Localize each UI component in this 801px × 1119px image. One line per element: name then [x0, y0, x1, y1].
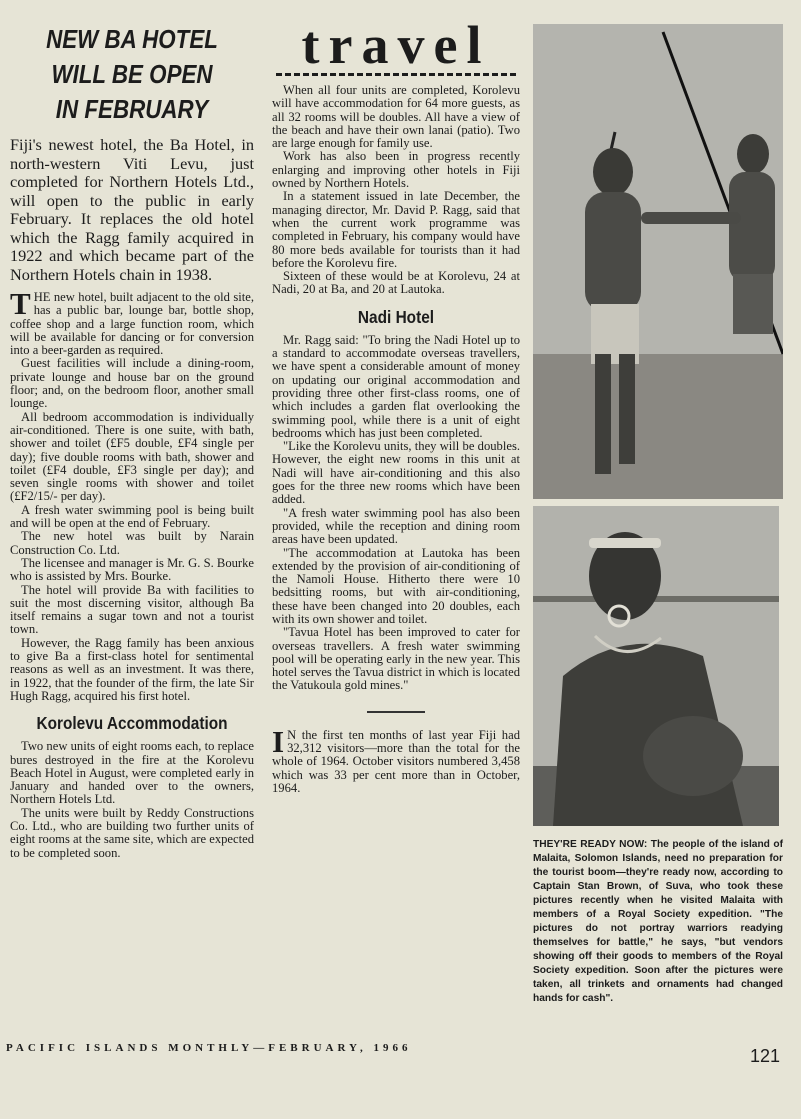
paragraph: The licensee and manager is Mr. G. S. Bourke who is assisted by Mrs. Bourke.: [10, 555, 254, 584]
paragraph: All bedroom accommodation is individually air-conditioned. There is one suite, with bath, shower and toilet (£F5 double, £F4 single per day); five double rooms with bath, shower and toilet (£F4 double, £F3 single per day); and seven single rooms with shower and toilet (£F2/15/- per day).: [10, 409, 254, 504]
headline-line-1: NEW BA HOTEL: [46, 24, 218, 54]
paragraph: Guest facilities will include a dining-room, private lounge and house bar on the ground floor; and, on the bedroom floor, another small lounge.: [10, 356, 254, 411]
headline: [27, 22, 237, 127]
left-column: [10, 22, 254, 860]
page-number: 121: [749, 1046, 780, 1066]
section-title: travel: [301, 15, 491, 75]
paragraph: The hotel will provide Ba with facilities to suit the most discerning visitor, although Ba itself remains a sugar town and not a tourist town.: [10, 582, 254, 637]
headline-line-2: WILL BE OPEN: [51, 59, 213, 89]
page-footer: [6, 1042, 786, 1072]
paragraph: The units were built by Reddy Constructions Co. Ltd., who are building two further units of eight rooms at the same site, which are expected to be completed soon.: [10, 805, 254, 860]
photo-caption: THEY'RE READY NOW: The people of the island of Malaita, Solomon Islands, need no preparation for the tourist boom—they're ready now, according to Captain Stan Brown, of Suva, who took these pictures recently when he visited Malaita with members of a Royal Society expedition. "The pictures do not portray warriors readying themselves for battle," he says, "but vendors showing off their goods to members of the Royal Society expedition. Soon after the pictures were taken, all trinkets and ornaments had changed hands for cash".: [533, 839, 783, 1004]
lead-paragraph: Fiji's newest hotel, the Ba Hotel, in north-western Viti Levu, just completed for Northern Hotels Ltd., will open to the public in early February. It replaces the old hotel which the Ragg family acquired in 1922 and which became part of the Northern Hotels chain in 1938.: [10, 135, 254, 284]
paragraph: [272, 723, 520, 795]
paragraph: "Like the Korolevu units, they will be doubles. However, the eight new rooms in this unit at Nadi will have air-conditioning and this also goes for the three new rooms which have been added.: [272, 439, 520, 507]
drop-cap: T: [10, 286, 31, 321]
paragraph-text: N the first ten months of last year Fiji had 32,312 visitors—more than the total for the whole of 1964. October visitors numbered 3,458 which was 33 per cent more than in October, 1964.: [272, 727, 520, 795]
paragraph: [10, 286, 254, 358]
headline-line-3: IN FEBRUARY: [55, 94, 209, 124]
section-heading-nadi: Nadi Hotel: [357, 306, 435, 327]
paragraph: However, the Ragg family has been anxious to give Ba a first-class hotel for sentimental reasons as well as an investment. It was there, in 1922, that the founder of the firm, the late Sir Hugh Ragg, acquired his first hotel.: [10, 635, 254, 703]
paragraph-text: HE new hotel, built adjacent to the old site, has a public bar, lounge bar, bottle shop, coffee shop and a large function room, which will be available for dancing or for conversion into a beer-garden as required.: [10, 290, 254, 358]
photo-warriors-with-spear: [533, 24, 783, 499]
paragraph: Work has also been in progress recently enlarging and improving other hotels in Fiji owned by Northern Hotels.: [272, 149, 520, 191]
divider: [367, 711, 425, 713]
paragraph: Mr. Ragg said: "To bring the Nadi Hotel up to a standard to accommodate overseas travellers, we have spent a considerable amount of money on updating our original accommodation and providing three other first-class rooms, one of which includes a garden flat overlooking the swimming pool, while there is a unit of eight bedrooms which has just been completed.: [272, 332, 520, 440]
middle-column: [272, 15, 520, 795]
paragraph: "The accommodation at Lautoka has been extended by the provision of air-conditioning of the Namoli House. Hitherto there were 10 bedsitting rooms, but with air-conditioning, these have been changed into 20 doubles, each with its own shower and toilet.: [272, 545, 520, 626]
paragraph: "Tavua Hotel has been improved to cater for overseas travellers. A fresh water swimming pool will be operating early in the new year. This hotel serves the Tavua district in which is located the Vatukoula gold mines.": [272, 625, 520, 693]
section-heading-korolevu: Korolevu Accommodation: [36, 713, 228, 734]
paragraph: Two new units of eight rooms each, to replace bures destroyed in the fire at the Korolevu Beach Hotel in August, were completed early in January and handed over to the owners, Northern Hotels Ltd.: [10, 739, 254, 807]
paragraph: When all four units are completed, Korolevu will have accommodation for 64 more guests, as all 32 rooms will be doubles. All have a view of the beach and have their own lanai (patio). Two are large enough for family use.: [272, 83, 520, 151]
paragraph: "A fresh water swimming pool has also been provided, while the reception and dining room areas have been updated.: [272, 505, 520, 547]
paragraph: A fresh water swimming pool is being built and will be open at the end of February.: [10, 502, 254, 531]
right-column: [533, 24, 783, 1006]
photo-warriors-illustration: [533, 24, 783, 499]
magazine-footer: PACIFIC ISLANDS MONTHLY—FEBRUARY, 1966: [6, 1042, 412, 1054]
photo-man-with-earrings: [533, 506, 779, 826]
drop-cap: I: [272, 723, 285, 759]
paragraph: Sixteen of these would be at Korolevu, 24 at Nadi, 20 at Ba, and 20 at Lautoka.: [272, 269, 520, 297]
paragraph: In a statement issued in late December, the managing director, Mr. David P. Ragg, said that when the current work programme was completed in February, his company would have 80 more beds available for tourists than it had before the Korolevu fire.: [272, 189, 520, 270]
paragraph: The new hotel was built by Narain Construction Co. Ltd.: [10, 529, 254, 557]
photo-man-illustration: [533, 506, 779, 826]
